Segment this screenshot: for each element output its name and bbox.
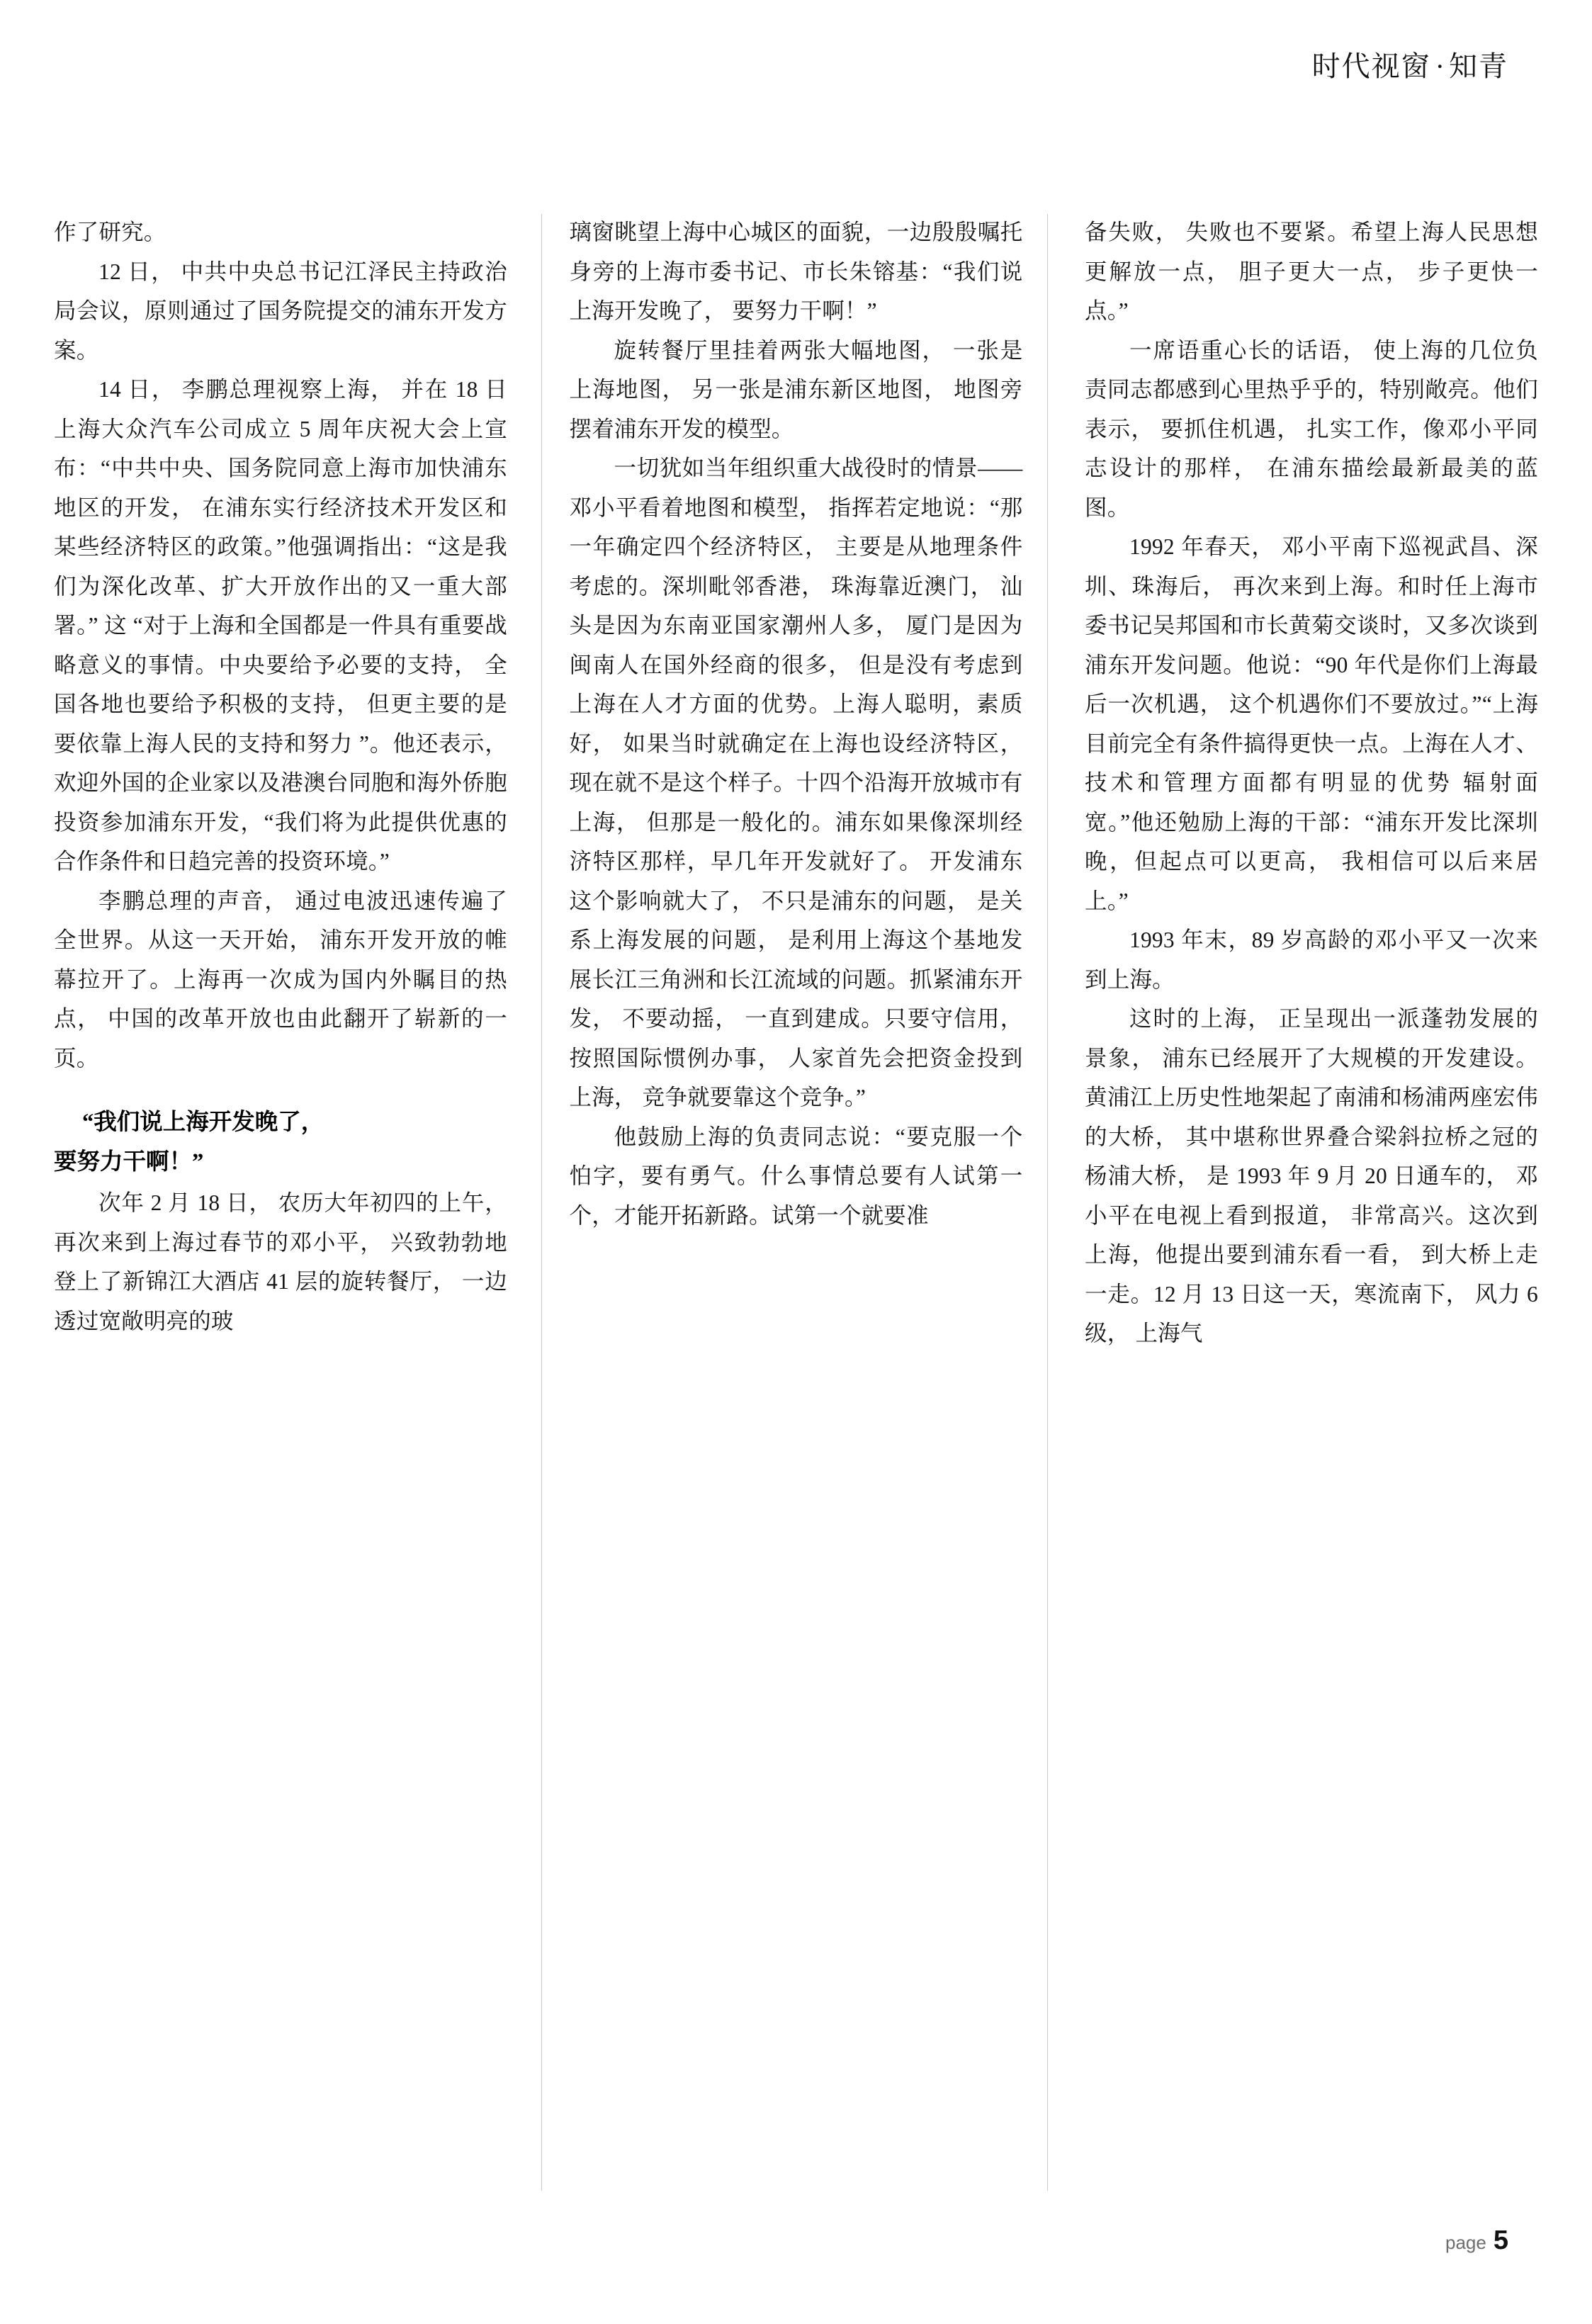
paragraph: 李鹏总理的声音， 通过电波迅速传遍了全世界。从这一天开始， 浦东开发开放的帷幕拉开了。上海再一次成为国内外瞩目的热点， 中国的改革开放也由此翻开了崭新的一页。 <box>54 888 507 1071</box>
page-footer <box>1445 2226 1508 2256</box>
paragraph: 作了研究。 <box>54 220 166 244</box>
paragraph: 1992 年春天， 邓小平南下巡视武昌、深圳、珠海后， 再次来到上海。和时任上海市委书记吴邦国和市长黄菊交谈时，又多次谈到浦东开发问题。他说：“90 年代是你们上海最后一次机遇， 这个机遇你们不要放过。”“上海目前完全有条件搞得更快一点。上海在人才、技术和管理方面都有明显的优势 辐射面宽。”他还勉励上海的干部：“浦东开发比深圳晚，但起点可以更高， 我相信可以后来居上。” <box>1085 534 1538 913</box>
paragraph: 次年 2 月 18 日， 农历大年初四的上午，再次来到上海过春节的邓小平， 兴致勃勃地登上了新锦江大酒店 41 层的旋转餐厅， 一边透过宽敞明亮的玻 <box>54 1190 507 1333</box>
paragraph: 璃窗眺望上海中心城区的面貌，一边殷殷嘱托身旁的上海市委书记、市长朱镕基：“我们说上海开发晚了， 要努力干啊！” <box>569 220 1023 323</box>
paragraph: 一席语重心长的话语， 使上海的几位负责同志都感到心里热乎乎的，特别敞亮。他们表示， 要抓住机遇， 扎实工作，像邓小平同志设计的那样， 在浦东描绘最新最美的蓝图。 <box>1085 337 1538 520</box>
paragraph: 他鼓励上海的负责同志说：“要克服一个怕字，要有勇气。什么事情总要有人试第一个，才能开拓新路。试第一个就要准 <box>569 1124 1023 1228</box>
paragraph: 一切犹如当年组织重大战役时的情景——邓小平看着地图和模型， 指挥若定地说：“那一年确定四个经济特区， 主要是从地理条件考虑的。深圳毗邻香港， 珠海靠近澳门， 汕头是因为东南亚国家潮州人多， 厦门是因为闽南人在国外经商的很多， 但是没有考虑到上海在人才方面的优势。上海人聪明，素质好， 如果当时就确定在上海也设经济特区， 现在就不是这个样子。十四个沿海开放城市有上海， 但那是一般化的。浦东如果像深圳经济特区那样，早几年开发就好了。 开发浦东这个影响就大了， 不只是浦东的问题， 是关系上海发展的问题， 是利用上海这个基地发展长江三角洲和长江流域的问题。抓紧浦东开发， 不要动摇， 一直到建成。只要守信用， 按照国际惯例办事， 人家首先会把资金投到上海， 竞争就要靠这个竞争。” <box>569 456 1023 1110</box>
column-3 <box>1085 213 1538 1353</box>
paragraph: 这时的上海， 正呈现出一派蓬勃发展的景象， 浦东已经展开了大规模的开发建设。黄浦江上历史性地架起了南浦和杨浦两座宏伟的大桥， 其中堪称世界叠合梁斜拉桥之冠的杨浦大桥， 是 1993 年 9 月 20 日通车的， 邓小平在电视上看到报道， 非常高兴。这次到上海，他提出要到浦东看一看， 到大桥上走一走。12 月 13 日这一天，寒流南下， 风力 6 级， 上海气 <box>1085 1006 1538 1346</box>
footer-label: page <box>1445 2232 1486 2253</box>
article-columns <box>54 213 1538 1353</box>
paragraph: 14 日， 李鹏总理视察上海， 并在 18 日上海大众汽车公司成立 5 周年庆祝大会上宣布：“中共中央、国务院同意上海市加快浦东地区的开发， 在浦东实行经济技术开发区和某些经济特区的政策。”他强调指出：“这是我们为深化改革、扩大开放作出的又一重大部署。” 这 “对于上海和全国都是一件具有重要战略意义的事情。中央要给予必要的支持， 全国各地也要给予积极的支持， 但更主要的是要依靠上海人民的支持和努力 ”。他还表示， 欢迎外国的企业家以及港澳台同胞和海外侨胞投资参加浦东开发，“我们将为此提供优惠的合作条件和日趋完善的投资环境。” <box>54 377 507 874</box>
column-2 <box>570 213 1023 1353</box>
section-subheading <box>54 1078 507 1183</box>
header-section: 时代视窗 <box>1311 50 1431 82</box>
header-separator: · <box>1435 50 1445 82</box>
subheading-line-1: “我们说上海开发晚了， <box>82 1110 324 1135</box>
paragraph: 旋转餐厅里挂着两张大幅地图， 一张是上海地图， 另一张是浦东新区地图， 地图旁摆着浦东开发的模型。 <box>569 337 1023 441</box>
page-number: 5 <box>1493 2226 1508 2255</box>
page-header <box>1312 44 1508 84</box>
column-1 <box>54 213 507 1353</box>
paragraph: 1993 年末，89 岁高龄的邓小平又一次来到上海。 <box>1085 927 1538 992</box>
subheading-line-2: 要努力干啊！” <box>54 1149 204 1175</box>
paragraph: 12 日， 中共中央总书记江泽民主持政治局会议，原则通过了国务院提交的浦东开发方案。 <box>54 259 507 363</box>
header-category: 知青 <box>1449 50 1508 82</box>
paragraph: 备失败， 失败也不要紧。希望上海人民思想更解放一点， 胆子更大一点， 步子更快一点。” <box>1085 220 1538 323</box>
